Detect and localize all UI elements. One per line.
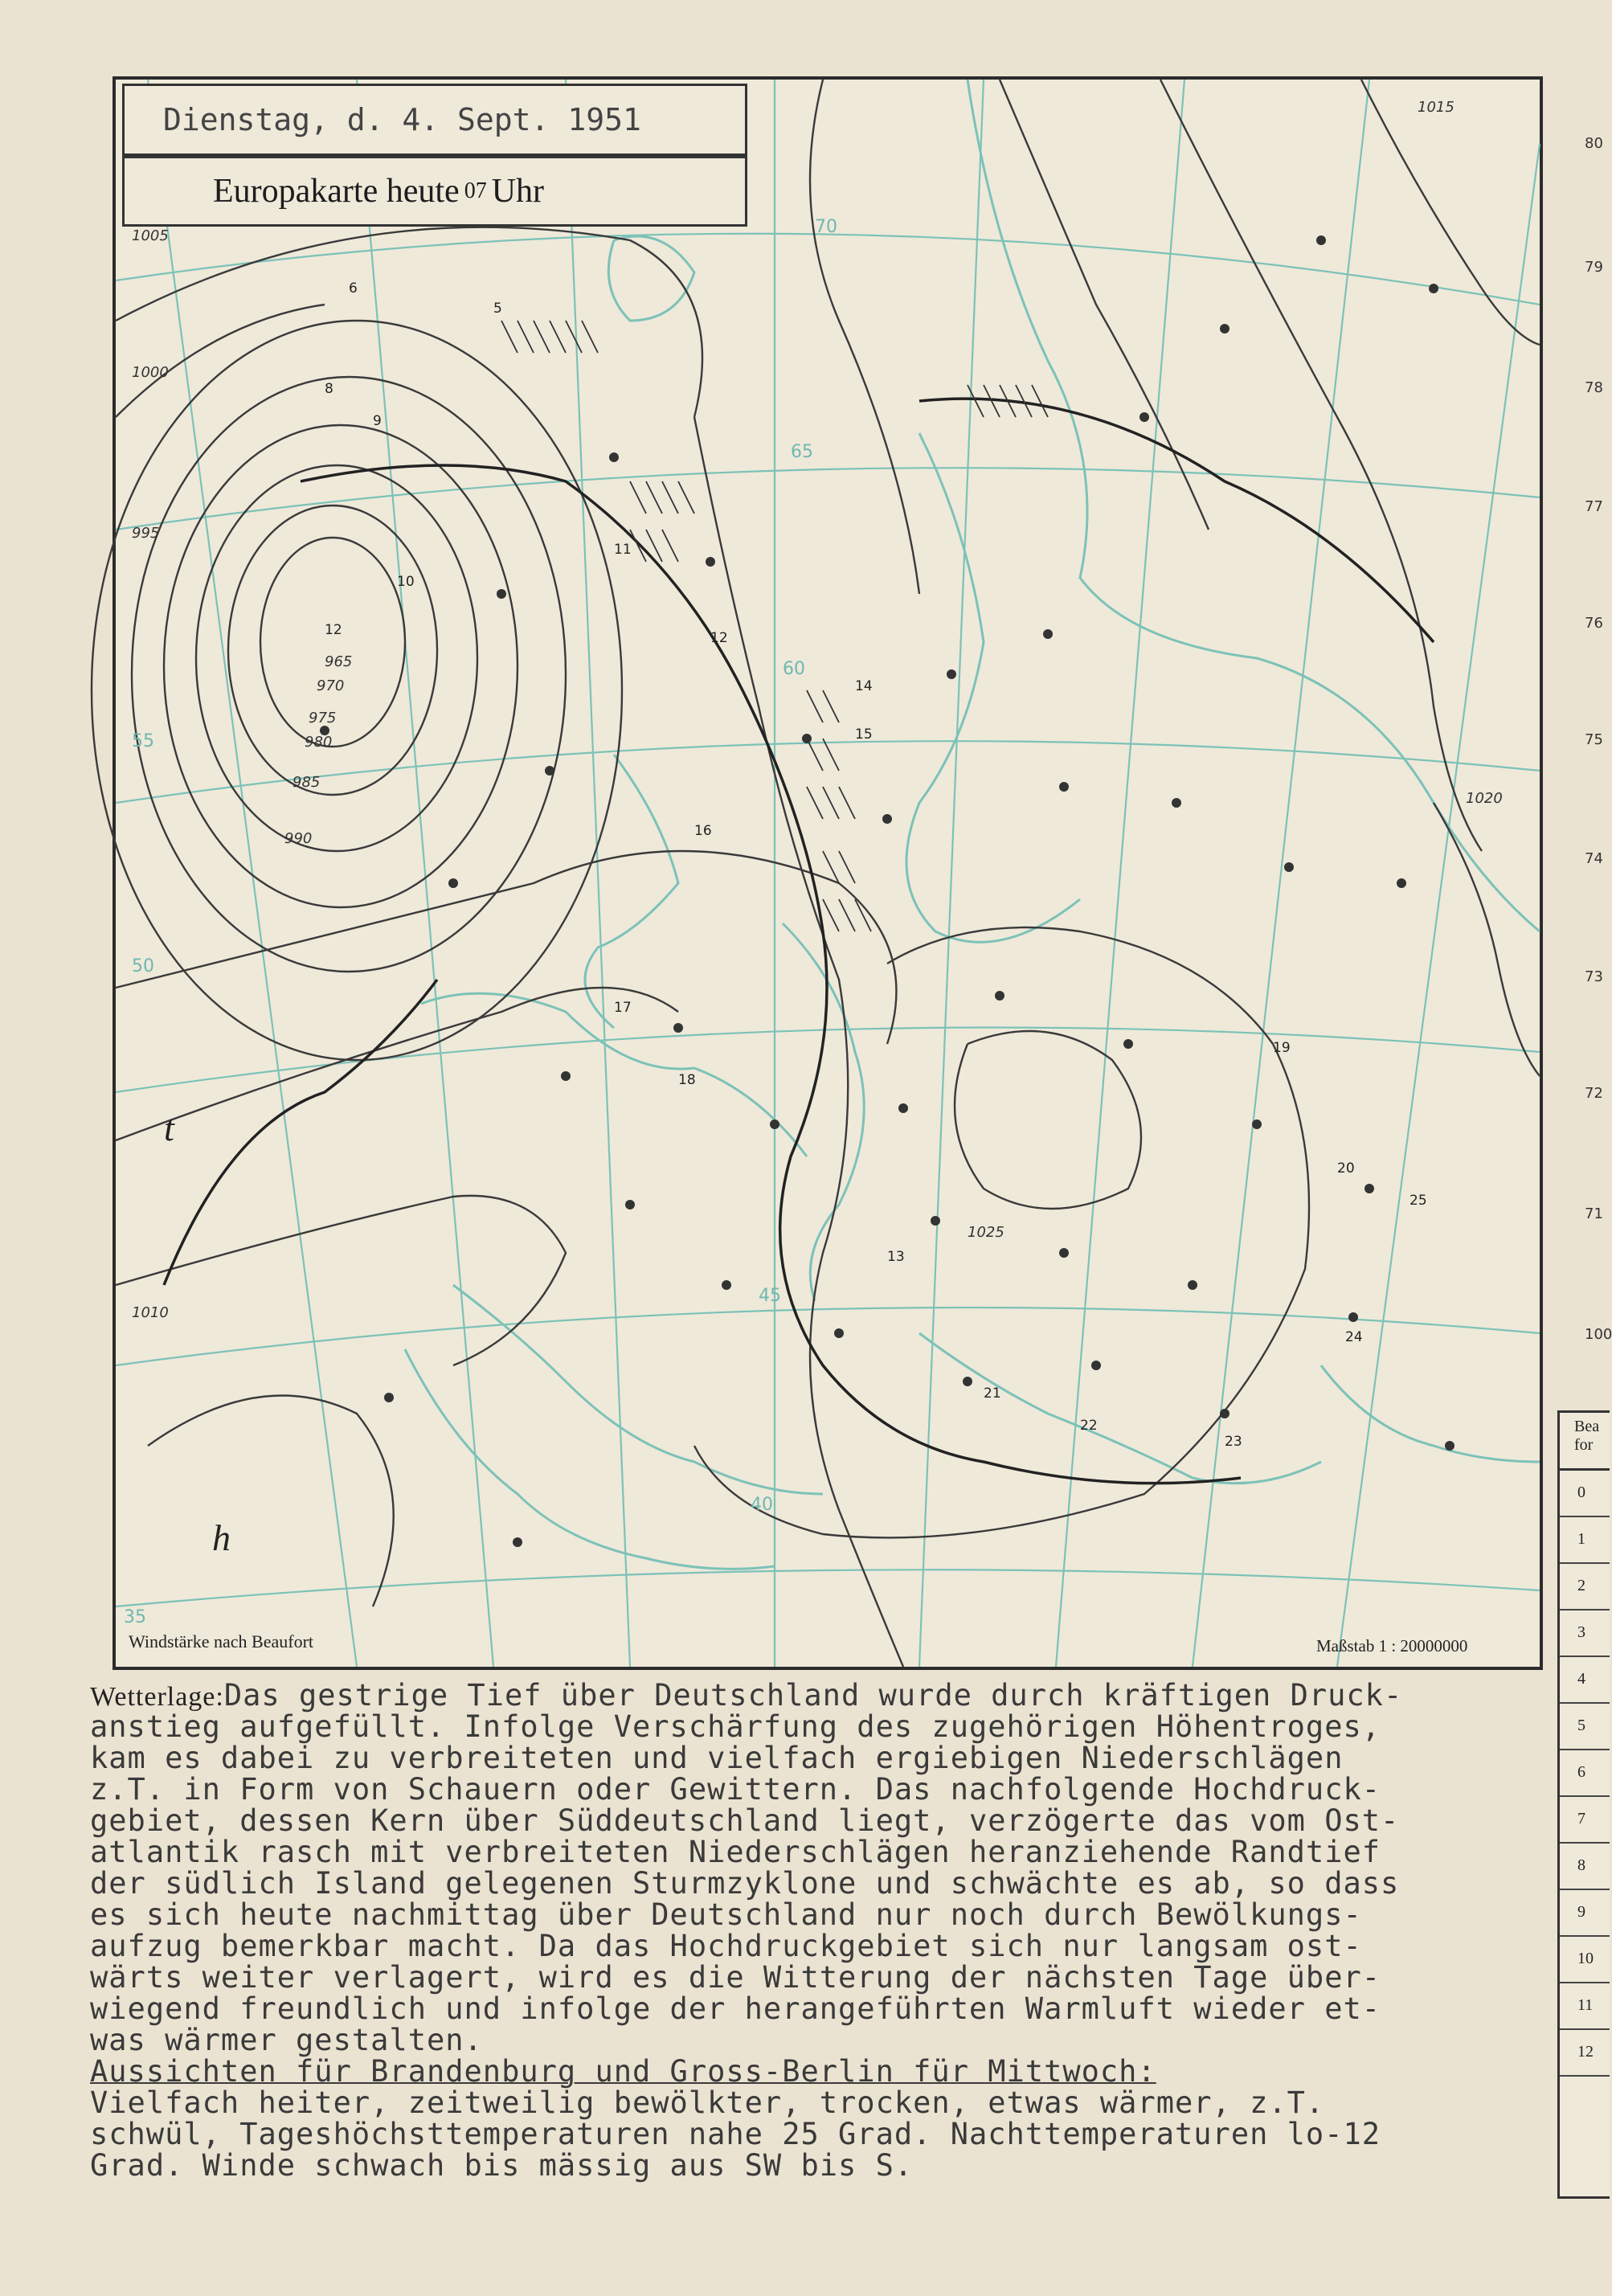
report-line: kam es dabei zu verbreiteten und vielfach ergiebigen Niederschlägen <box>90 1741 1344 1775</box>
side-label: 78 <box>1585 379 1603 396</box>
report-line: anstieg aufgefüllt. Infolge Verschärfung des zugehörigen Höhentroges, <box>90 1709 1381 1744</box>
scale-row: 10 <box>1560 1937 1610 1983</box>
scale-row: 7 <box>1560 1797 1610 1844</box>
scale-header: Bea for <box>1560 1413 1610 1471</box>
outlook-line: schwül, Tageshöchsttemperaturen nahe 25 Grad. Nachttemperaturen lo-12 <box>90 2117 1381 2151</box>
station-temperature: 22 <box>1080 1418 1098 1434</box>
latitude-label: 40 <box>751 1495 773 1515</box>
isobar-label: 995 <box>132 525 160 542</box>
title-hour: 07 <box>464 178 487 203</box>
graticule <box>116 80 1540 1667</box>
scale-row: 4 <box>1560 1657 1610 1704</box>
date-text: Dienstag, d. 4. Sept. 1951 <box>163 102 641 137</box>
scale-row: 5 <box>1560 1704 1610 1750</box>
isobar-label: 985 <box>293 774 321 791</box>
isobar-label: 990 <box>284 830 313 847</box>
side-label: 74 <box>1585 850 1603 867</box>
scale-row: 3 <box>1560 1610 1610 1657</box>
station-temperature: 16 <box>694 823 712 839</box>
isobar-label: 965 <box>325 653 353 670</box>
map-canvas <box>116 80 1540 1667</box>
report-line: aufzug bemerkbar macht. Da das Hochdruckgebiet sich nur langsam ost- <box>90 1929 1362 1963</box>
station-temperature: 19 <box>1273 1040 1291 1056</box>
latitude-label: 35 <box>124 1607 146 1627</box>
report-line-1 <box>90 1680 1536 1711</box>
low-pressure-label: t <box>164 1107 174 1148</box>
latitude-label: 65 <box>791 442 813 462</box>
station-temperature-group <box>325 280 1427 1450</box>
latitude-label: 55 <box>132 731 154 751</box>
outlook-line: Grad. Winde schwach bis mässig aus SW bis S. <box>90 2148 914 2183</box>
map-title <box>122 156 747 227</box>
station-markers <box>320 235 1454 1547</box>
station-temperature: 23 <box>1225 1434 1242 1450</box>
station-temperature: 18 <box>678 1072 696 1088</box>
report-line: wiegend freundlich und infolge der herangeführten Warmluft wieder et- <box>90 1991 1381 2026</box>
station-temperature: 13 <box>887 1249 905 1265</box>
scale-row: 12 <box>1560 2030 1610 2077</box>
latitude-label-group <box>124 217 837 1627</box>
side-label: 80 <box>1585 135 1603 152</box>
isobar-label: 1020 <box>1466 790 1503 807</box>
scale-row: 0 <box>1560 1471 1610 1517</box>
wind-scale-note: Windstärke nach Beaufort <box>129 1631 314 1651</box>
scale-row: 9 <box>1560 1890 1610 1937</box>
station-temperature: 12 <box>710 630 728 646</box>
report-line: atlantik rasch mit verbreiteten Niederschlägen heranziehende Randtief <box>90 1835 1381 1869</box>
report-line: was wärmer gestalten. <box>90 2023 483 2057</box>
report-label: Wetterlage: <box>90 1682 224 1712</box>
report-line: z.T. in Form von Schauern oder Gewittern. Das nachfolgende Hochdruck- <box>90 1772 1381 1807</box>
station-temperature: 9 <box>373 413 382 429</box>
station-temperature: 21 <box>984 1385 1001 1402</box>
side-label: 77 <box>1585 498 1603 515</box>
isobar-label: 1025 <box>968 1224 1004 1241</box>
station-temperature: 5 <box>493 301 502 317</box>
beaufort-scale-table <box>1557 1410 1610 2199</box>
side-label: 71 <box>1585 1205 1603 1222</box>
outlook-line: Vielfach heiter, zeitweilig bewölkter, trocken, etwas wärmer, z.T. <box>90 2085 1325 2120</box>
latitude-label: 45 <box>759 1286 781 1306</box>
isobar-label: 1005 <box>132 227 169 244</box>
isobar-label: 1015 <box>1418 99 1454 116</box>
isobars <box>92 80 1540 1667</box>
title-main: Europakarte heute <box>213 173 460 210</box>
latitude-label: 70 <box>815 217 837 237</box>
station-temperature: 15 <box>855 726 873 743</box>
map-scale-note: Maßstab 1 : 20000000 <box>1316 1636 1468 1655</box>
station-temperature: 14 <box>855 678 873 694</box>
scale-row: 11 <box>1560 1983 1610 2030</box>
scale-row: 1 <box>1560 1517 1610 1564</box>
report-line: es sich heute nachmittag über Deutschland nur noch durch Bewölkungs- <box>90 1897 1362 1932</box>
side-label: 100 <box>1585 1326 1612 1343</box>
weather-report <box>90 1680 1536 2181</box>
station-temperature: 10 <box>397 574 415 590</box>
isobar-label: 980 <box>305 734 333 751</box>
latitude-label: 50 <box>132 956 154 976</box>
report-text: Das gestrige Tief über Deutschland wurde durch kräftigen Druck- <box>223 1678 1403 1713</box>
high-pressure-label: h <box>212 1517 231 1558</box>
europe-weather-map <box>113 76 1543 1670</box>
station-temperature: 8 <box>325 381 333 397</box>
report-line: gebiet, dessen Kern über Süddeutschland liegt, verzögerte das vom Ost- <box>90 1803 1400 1838</box>
isobar-label: 970 <box>317 677 345 694</box>
side-label: 75 <box>1585 731 1603 748</box>
isobar-label: 1000 <box>132 364 169 381</box>
side-label: 72 <box>1585 1085 1603 1102</box>
station-temperature: 24 <box>1345 1329 1363 1345</box>
scale-row: 2 <box>1560 1564 1610 1610</box>
title-unit: Uhr <box>491 173 545 210</box>
outlook-title: Aussichten für Brandenburg und Gross-Berlin für Mittwoch: <box>90 2054 1156 2089</box>
scale-row: 8 <box>1560 1844 1610 1890</box>
side-label: 73 <box>1585 968 1603 985</box>
side-label: 79 <box>1585 259 1603 276</box>
station-temperature: 11 <box>614 542 632 558</box>
station-temperature: 20 <box>1337 1160 1355 1177</box>
report-line: der südlich Island gelegenen Sturmzyklone und schwächte es ab, so dass <box>90 1866 1400 1901</box>
latitude-label: 60 <box>783 659 805 679</box>
isobar-label: 975 <box>309 710 337 726</box>
station-temperature: 17 <box>614 1000 632 1016</box>
isobar-label: 1010 <box>132 1304 169 1321</box>
scale-row: 6 <box>1560 1750 1610 1797</box>
side-label: 76 <box>1585 615 1603 632</box>
date-header <box>122 84 747 156</box>
station-temperature: 6 <box>349 280 358 297</box>
report-line: wärts weiter verlagert, wird es die Witterung der nächsten Tage über- <box>90 1960 1381 1995</box>
station-temperature: 12 <box>325 622 342 638</box>
station-temperature: 25 <box>1409 1193 1427 1209</box>
